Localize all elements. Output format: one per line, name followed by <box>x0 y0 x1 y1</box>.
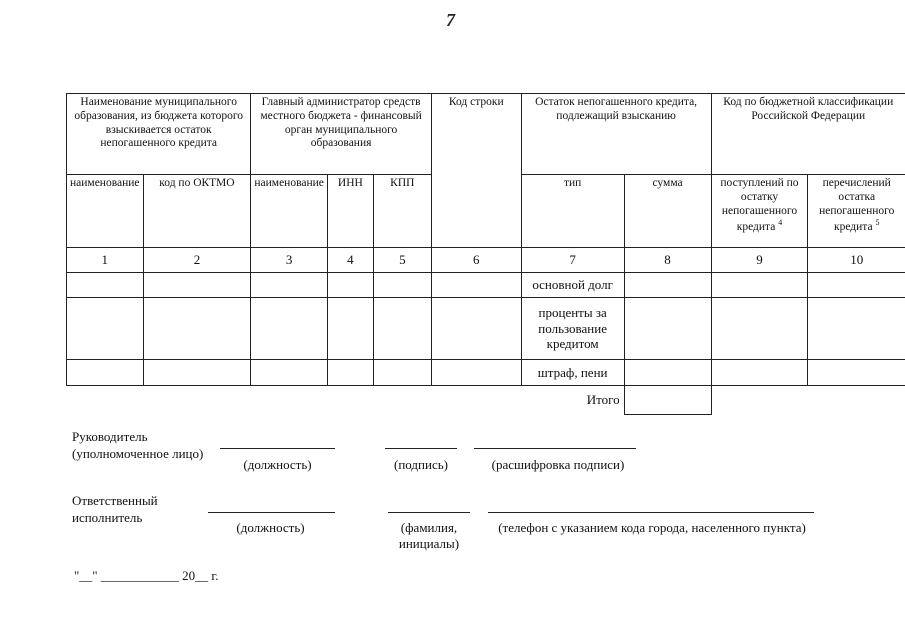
table-cell[interactable] <box>67 360 144 386</box>
table-row <box>67 298 905 360</box>
column-number: 5 <box>373 248 431 273</box>
report-table <box>66 93 905 415</box>
column-number: 3 <box>251 248 328 273</box>
subheader-type: тип <box>521 175 624 248</box>
table-cell[interactable] <box>711 298 808 360</box>
table-cell[interactable] <box>808 360 905 386</box>
row-type-penalty: штраф, пени <box>521 360 624 386</box>
total-sum-cell[interactable] <box>624 386 711 415</box>
table-row <box>67 273 905 298</box>
header-row-code: Код строки <box>431 94 521 248</box>
footnote-5: 5 <box>875 218 880 228</box>
column-number: 2 <box>143 248 251 273</box>
head-label: Руководитель (уполномоченное лицо) <box>72 429 204 461</box>
date-line[interactable]: "__" ____________ 20__ г. <box>74 568 219 583</box>
table-cell[interactable] <box>808 298 905 360</box>
column-number: 7 <box>521 248 624 273</box>
header-budget-code: Код по бюджетной классификации Российской Федерации <box>711 94 905 175</box>
subheader-name: наименование <box>67 175 144 248</box>
table-cell[interactable] <box>143 360 251 386</box>
executor-name-line[interactable] <box>388 512 470 513</box>
executor-position-line[interactable] <box>208 512 335 513</box>
subheader-sum: сумма <box>624 175 711 248</box>
subheader-transfers: перечислений остатка непогашенного кредита $^5$ <box>808 175 905 248</box>
table-cell[interactable] <box>711 360 808 386</box>
row-type-principal: основной долг <box>521 273 624 298</box>
head-decoding-line[interactable] <box>474 448 636 449</box>
total-label: Итого <box>586 392 620 408</box>
subheader-inn: ИНН <box>327 175 373 248</box>
executor-name-caption: (фамилия, инициалы) <box>398 520 460 551</box>
subheader-admin-name: наименование <box>251 175 328 248</box>
table-cell[interactable] <box>431 360 521 386</box>
table-cell[interactable] <box>431 298 521 360</box>
executor-position-caption: (должность) <box>236 520 305 535</box>
column-number: 4 <box>327 248 373 273</box>
table-cell[interactable] <box>251 298 328 360</box>
table-cell[interactable] <box>67 298 144 360</box>
subheader-kpp: КПП <box>373 175 431 248</box>
head-position-line[interactable] <box>220 448 335 449</box>
head-position-caption: (должность) <box>243 457 312 472</box>
head-signature-line[interactable] <box>385 448 457 449</box>
column-number: 8 <box>624 248 711 273</box>
table-cell[interactable] <box>251 360 328 386</box>
subheader-receipts: поступлений по остатку непогашенного кредита $^4$ <box>711 175 808 248</box>
table-cell[interactable] <box>624 298 711 360</box>
header-municipal-name: Наименование муниципального образования, из бюджета которого взыскивается остаток непогашенного кредита <box>67 94 251 175</box>
page-number: 7 <box>446 10 455 30</box>
header-balance: Остаток непогашенного кредита, подлежащий взысканию <box>521 94 711 175</box>
table-cell[interactable] <box>624 273 711 298</box>
table-cell[interactable] <box>327 298 373 360</box>
table-cell[interactable] <box>711 273 808 298</box>
column-number: 1 <box>67 248 144 273</box>
executor-phone-line[interactable] <box>488 512 814 513</box>
table-cell[interactable] <box>143 298 251 360</box>
table-cell[interactable] <box>373 360 431 386</box>
executor-phone-caption: (телефон с указанием кода города, населенного пункта) <box>498 520 806 535</box>
footnote-4: 4 <box>778 218 783 228</box>
subheader-oktmo: код по ОКТМО <box>143 175 251 248</box>
table-cell[interactable] <box>373 298 431 360</box>
table-cell[interactable] <box>327 273 373 298</box>
column-number: 6 <box>431 248 521 273</box>
header-chief-admin: Главный администратор средств местного бюджета - финансовый орган муниципального образования <box>251 94 431 175</box>
head-decoding-caption: (расшифровка подписи) <box>491 457 625 472</box>
table-cell[interactable] <box>431 273 521 298</box>
table-row <box>67 360 905 386</box>
column-number: 10 <box>808 248 905 273</box>
table-cell[interactable] <box>67 273 144 298</box>
executor-label: Ответственный исполнитель <box>72 493 158 525</box>
table-cell[interactable] <box>327 360 373 386</box>
table-cell[interactable] <box>624 360 711 386</box>
head-signature-caption: (подпись) <box>394 457 448 472</box>
table-cell[interactable] <box>808 273 905 298</box>
row-type-interest: проценты за пользование кредитом <box>521 298 624 360</box>
table-cell[interactable] <box>373 273 431 298</box>
table-cell[interactable] <box>251 273 328 298</box>
table-cell[interactable] <box>143 273 251 298</box>
column-number: 9 <box>711 248 808 273</box>
